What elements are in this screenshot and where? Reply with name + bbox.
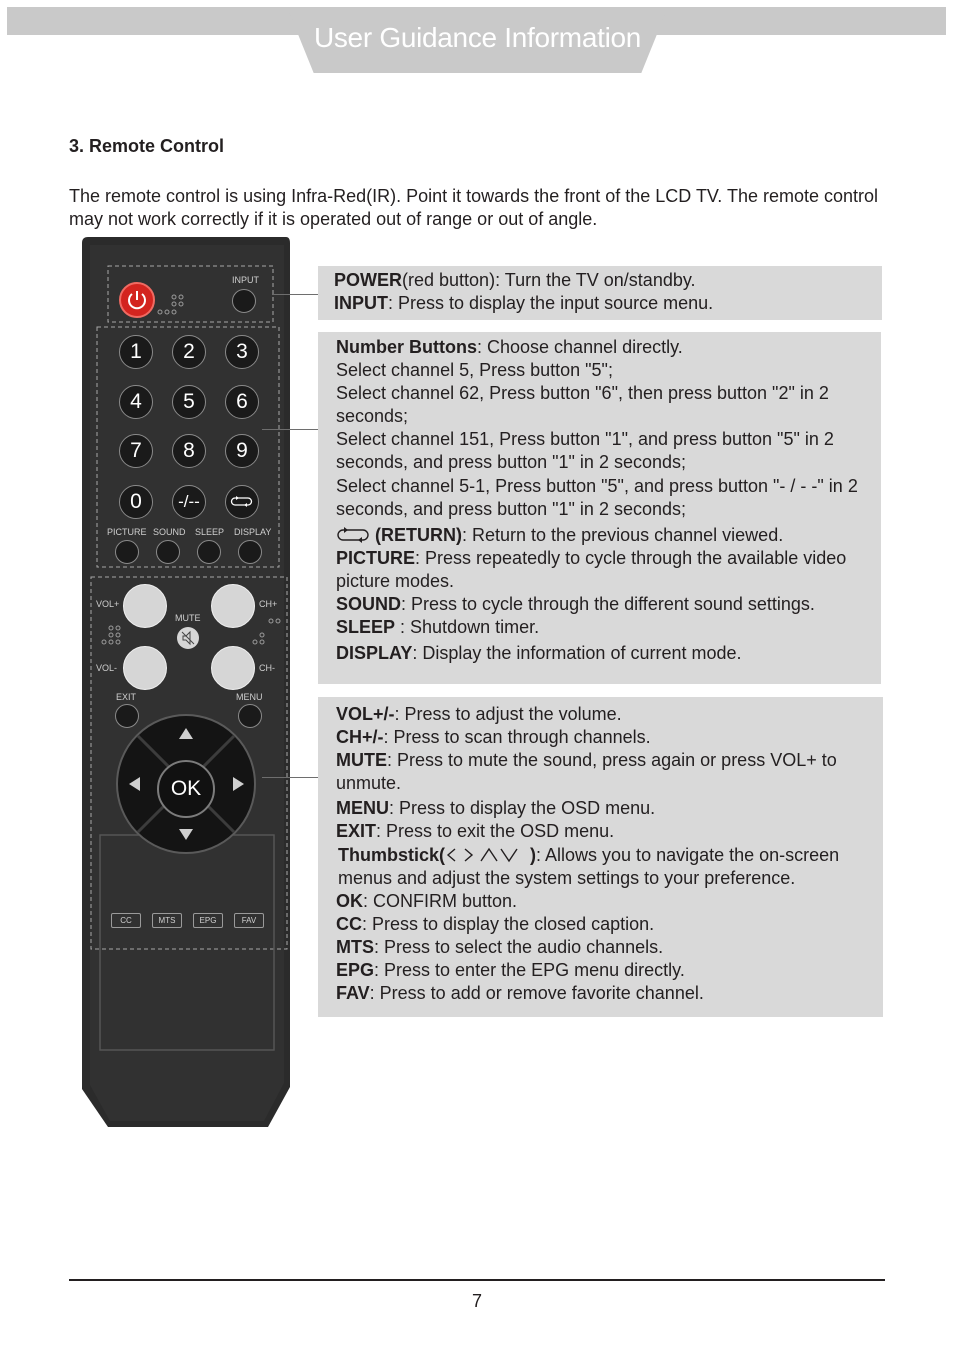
number-button-2: 2 — [172, 335, 206, 369]
return-icon — [226, 486, 257, 517]
number-buttons-description — [318, 332, 881, 684]
description-line: MTS: Press to select the audio channels. — [336, 936, 664, 957]
description-line: EPG: Press to enter the EPG menu directly. — [336, 960, 685, 981]
display-button — [238, 540, 262, 564]
description-line: EXIT: Press to exit the OSD menu. — [336, 821, 615, 842]
menu-label: MENU — [236, 692, 263, 702]
section-title: 3. Remote Control — [69, 136, 225, 156]
description-line: MUTE: Press to mute the sound, press again or press VOL+ to unmute. — [336, 750, 837, 794]
description-line: Select channel 62, Press button "6", then press button "2" in 2 seconds; — [336, 383, 829, 427]
display-label: DISPLAY — [234, 527, 272, 537]
remote-control-illustration — [82, 237, 292, 1129]
return-icon — [336, 526, 370, 544]
mute-label: MUTE — [175, 613, 201, 623]
cc-button: CC — [111, 913, 141, 928]
description-line: (RETURN): Return to the previous channel viewed. — [336, 524, 869, 547]
leader-line-numbers — [262, 429, 318, 430]
ch-minus-button — [211, 646, 255, 690]
vol-minus-label: VOL- — [96, 663, 118, 673]
dash-button: -/-- — [172, 485, 206, 519]
description-line: Select channel 5, Press button "5"; — [336, 360, 613, 381]
description-line: CC: Press to display the closed caption. — [336, 913, 655, 934]
number-button-3: 3 — [225, 335, 259, 369]
description-line: INPUT: Press to display the input source menu. — [334, 293, 714, 314]
number-button-6: 6 — [225, 385, 259, 419]
ch-plus-button — [211, 584, 255, 628]
exit-button — [115, 704, 139, 728]
return-button — [225, 485, 259, 519]
page-title: User Guidance Information — [313, 22, 642, 53]
leader-line-navigation — [262, 777, 318, 778]
ok-button: OK — [157, 760, 215, 818]
description-line: Thumbstick( ): Allows you to navigate the on-screen menus and adjust the system settings to your preference. — [338, 844, 840, 888]
description-line: DISPLAY: Display the information of current mode. — [336, 643, 742, 664]
sleep-label: SLEEP — [195, 527, 225, 537]
description-line: VOL+/-: Press to adjust the volume. — [336, 704, 622, 724]
description-line: OK: CONFIRM button. — [336, 890, 518, 911]
description-line: CH+/-: Press to scan through channels. — [336, 727, 651, 748]
vol-plus-button — [123, 584, 167, 628]
leader-line-power — [272, 294, 318, 295]
number-button-5: 5 — [172, 385, 206, 419]
picture-label: PICTURE — [107, 527, 147, 537]
description-line: POWER(red button): Turn the TV on/standby. — [334, 270, 696, 290]
navigation-description — [318, 697, 883, 1017]
intro-paragraph: The remote control is using Infra-Red(IR). Point it towards the front of the LCD TV. The remote control may not work correctly if it is operated out of range or out of angle. — [69, 186, 879, 229]
description-line: Select channel 5-1, Press button "5", and press button "- / - -" in 2 seconds, and press button "1" in 2 seconds; — [336, 475, 858, 519]
sound-button — [156, 540, 180, 564]
description-line: PICTURE: Press repeatedly to cycle through the available video picture modes. — [336, 547, 847, 591]
ch-plus-label: CH+ — [259, 599, 278, 609]
description-line: Number Buttons: Choose channel directly. — [336, 337, 683, 357]
arrows-icon — [445, 846, 525, 864]
picture-button — [115, 540, 139, 564]
vol-minus-button — [123, 646, 167, 690]
description-line: Select channel 151, Press button "1", and press button "5" in 2 seconds, and press button "1" in 2 seconds; — [336, 429, 834, 473]
remote-body — [82, 237, 292, 1129]
description-line: FAV: Press to add or remove favorite channel. — [336, 983, 704, 1004]
page-number: 7 — [471, 1291, 482, 1311]
mute-icon — [177, 627, 199, 649]
vol-plus-label: VOL+ — [96, 599, 120, 609]
input-button — [232, 289, 256, 313]
power-input-description — [318, 266, 882, 320]
epg-button: EPG — [193, 913, 223, 928]
exit-label: EXIT — [116, 692, 137, 702]
number-button-0: 0 — [119, 485, 153, 519]
sleep-button — [197, 540, 221, 564]
input-label: INPUT — [232, 275, 259, 285]
power-button — [119, 282, 155, 318]
number-button-1: 1 — [119, 335, 153, 369]
mts-button: MTS — [152, 913, 182, 928]
number-button-9: 9 — [225, 434, 259, 468]
number-button-7: 7 — [119, 434, 153, 468]
number-button-8: 8 — [172, 434, 206, 468]
ch-minus-label: CH- — [259, 663, 275, 673]
power-icon — [121, 284, 153, 316]
footer-rule — [69, 1279, 885, 1281]
mute-button — [177, 627, 199, 649]
description-line: MENU: Press to display the OSD menu. — [336, 798, 656, 819]
menu-button — [238, 704, 262, 728]
fav-button: FAV — [234, 913, 264, 928]
description-line: SLEEP : Shutdown timer. — [336, 617, 540, 638]
number-button-4: 4 — [119, 385, 153, 419]
description-line: SOUND: Press to cycle through the different sound settings. — [336, 594, 815, 615]
sound-label: SOUND — [153, 527, 186, 537]
